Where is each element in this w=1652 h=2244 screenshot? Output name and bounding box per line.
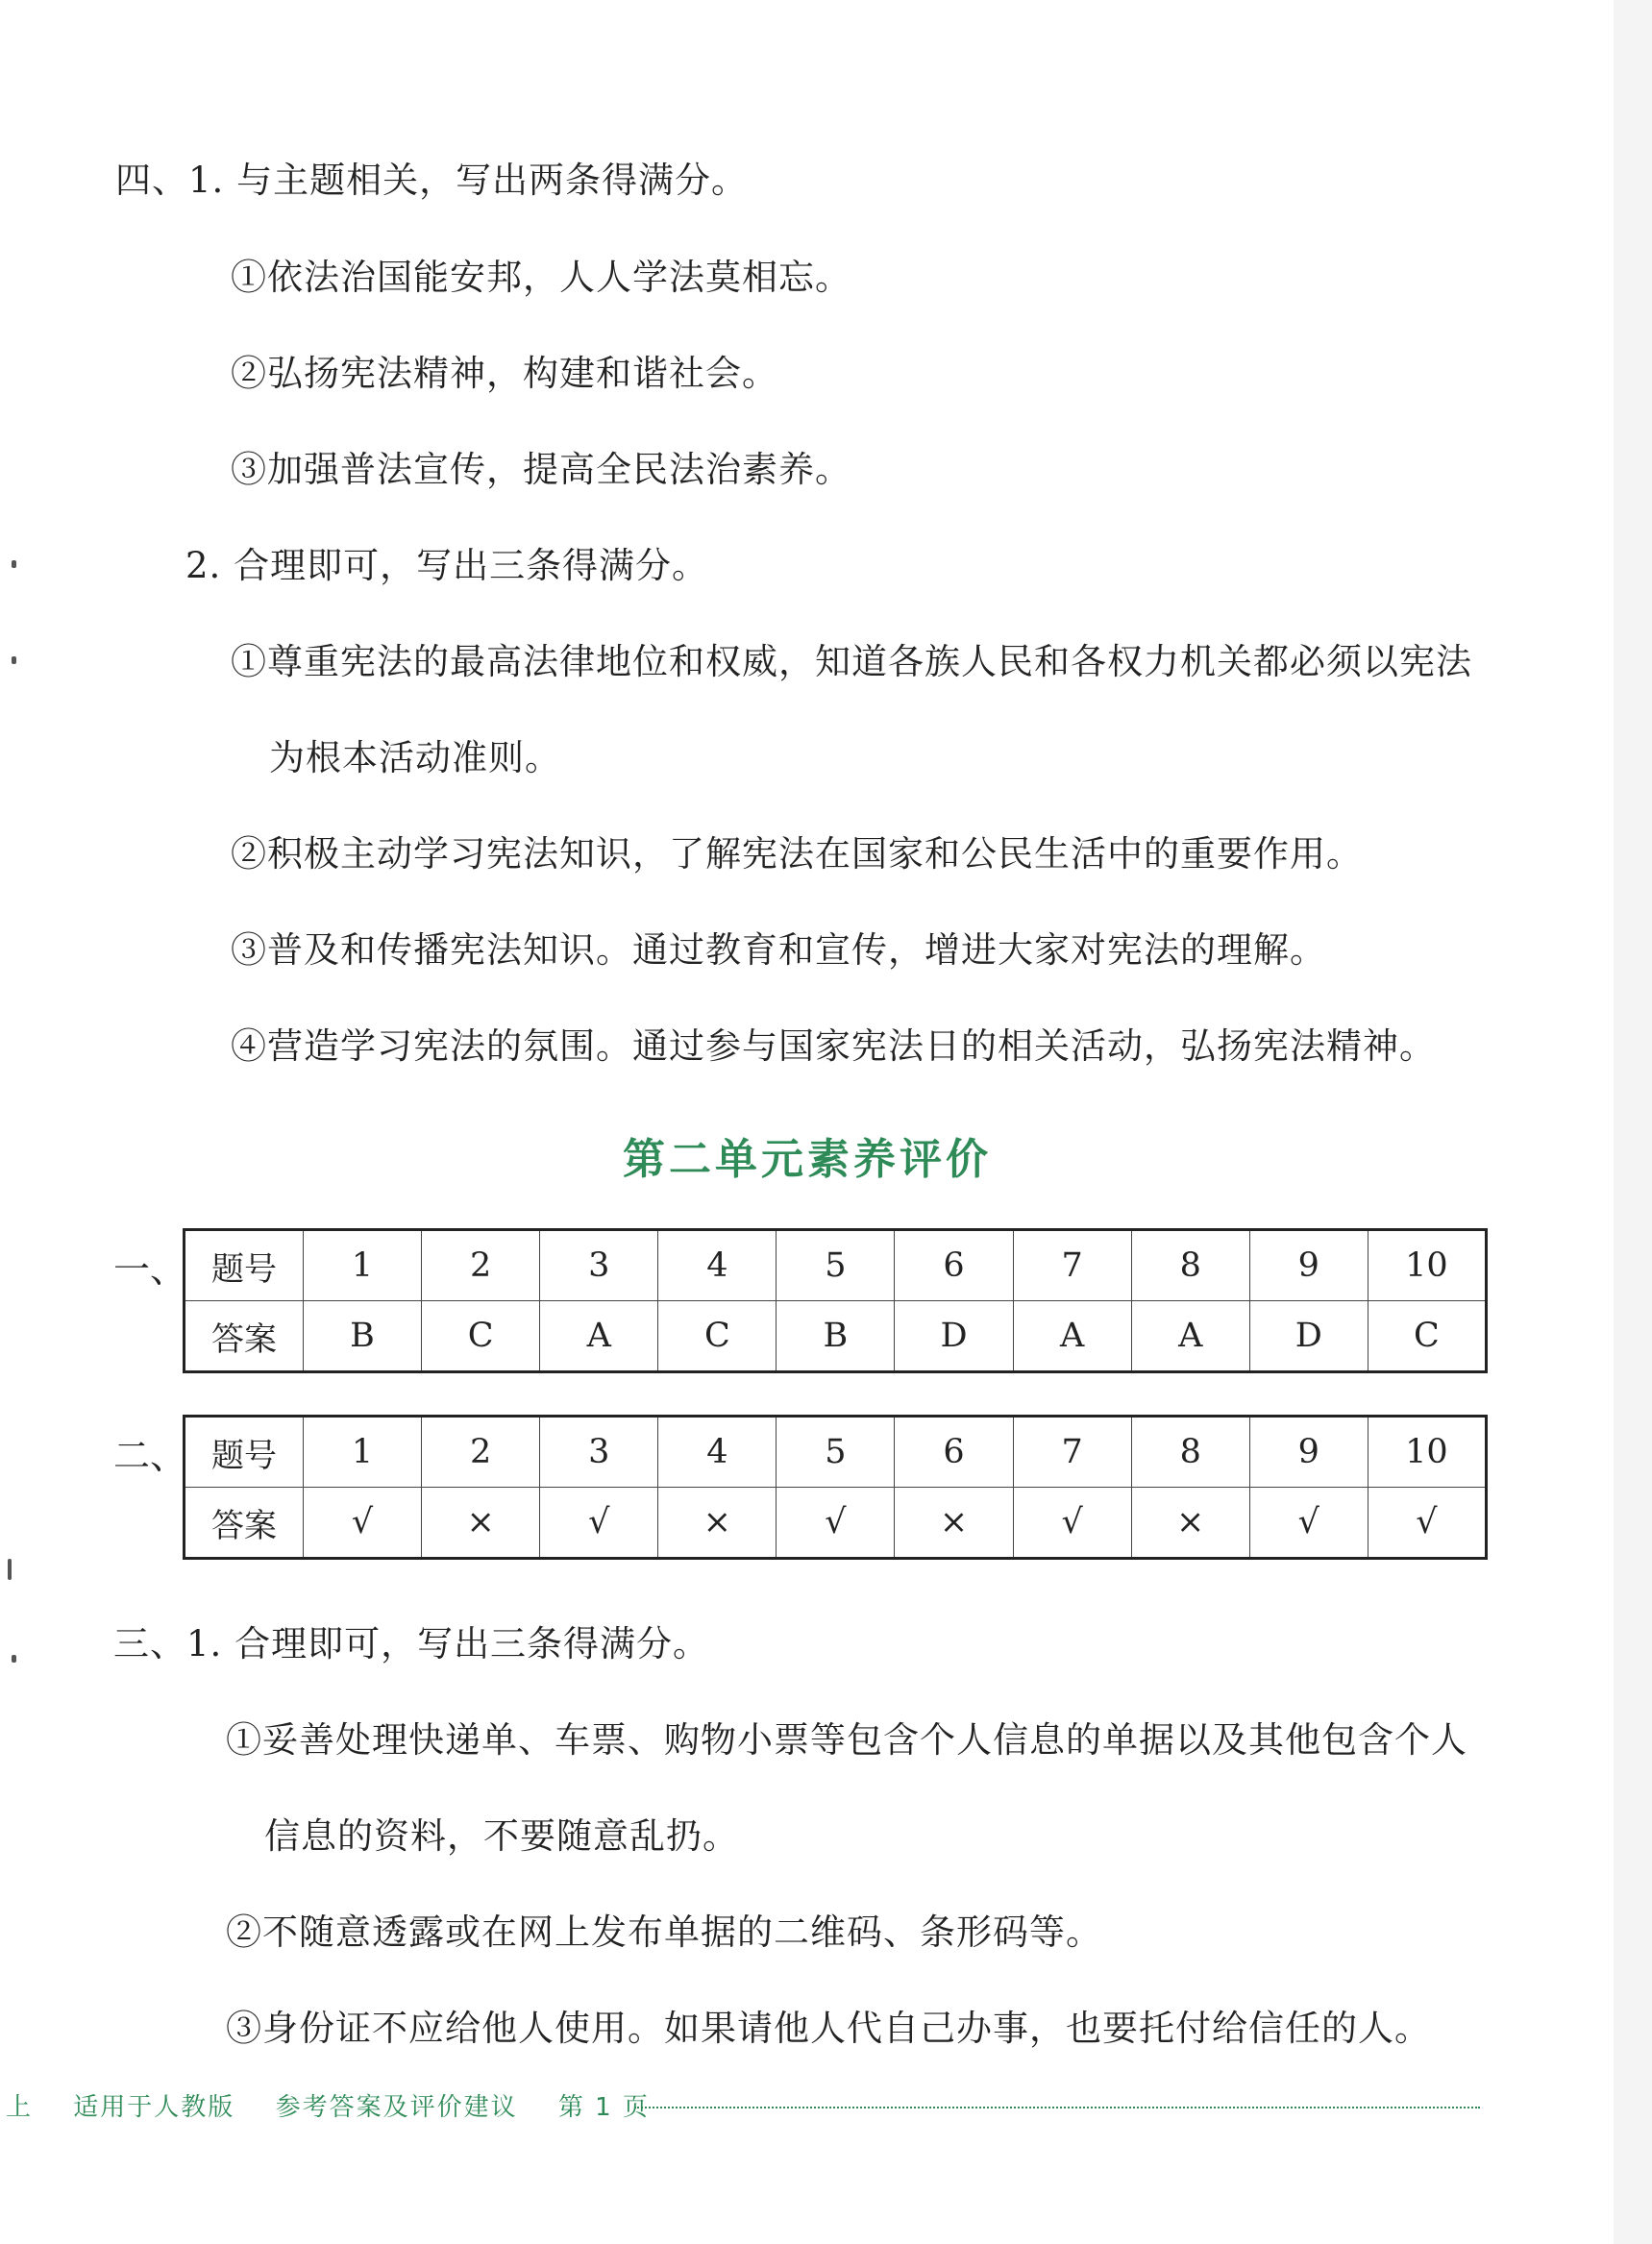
table-cell: 4 (658, 1417, 777, 1488)
table-cell: A (1131, 1301, 1249, 1372)
section3-item-2: ②不随意透露或在网上发布单据的二维码、条形码等。 (226, 1911, 1102, 1953)
table-cell: 5 (777, 1230, 895, 1301)
table-cell: 2 (422, 1230, 540, 1301)
table-header-cell: 答案 (185, 1488, 304, 1559)
table-cell: 3 (540, 1230, 658, 1301)
margin-mark (8, 1559, 12, 1580)
table-row (185, 1488, 1487, 1559)
table-cell: 9 (1249, 1230, 1368, 1301)
table-cell: D (1249, 1301, 1368, 1372)
answer-table-1 (183, 1228, 1488, 1373)
unit-title: 第二单元素养评价 (623, 1135, 992, 1184)
section4-q2-item-3: ③普及和传播宪法知识。通过教育和宣传，增进大家对宪法的理解。 (231, 929, 1326, 971)
footer-page-number: 第 1 页 (557, 2093, 650, 2122)
table-cell: B (777, 1301, 895, 1372)
table-cell: 7 (1013, 1230, 1131, 1301)
table-cell: × (422, 1488, 540, 1559)
table-header-cell: 答案 (185, 1301, 304, 1372)
table-header-cell: 题号 (185, 1230, 304, 1301)
footer-dotted-rule (634, 2107, 1480, 2108)
answer-table-2 (183, 1415, 1488, 1560)
table-row (185, 1417, 1487, 1488)
page-edge-shadow (1614, 0, 1652, 2244)
table-cell: 4 (658, 1230, 777, 1301)
table-cell: A (540, 1301, 658, 1372)
table-cell: × (895, 1488, 1013, 1559)
table-row (185, 1301, 1487, 1372)
section4-q2-heading: 2. 合理即可，写出三条得满分。 (185, 545, 709, 586)
table-header-cell: 题号 (185, 1417, 304, 1488)
section3-item-1: ①妥善处理快递单、车票、购物小票等包含个人信息的单据以及其他包含个人 (226, 1719, 1467, 1761)
table-cell: 6 (895, 1417, 1013, 1488)
footer-side: 上 (6, 2093, 34, 2122)
page-footer (6, 2087, 680, 2123)
table-cell: √ (1368, 1488, 1486, 1559)
table-cell: 1 (304, 1417, 422, 1488)
table-cell: D (895, 1301, 1013, 1372)
section4-q1-item-1: ①依法治国能安邦，人人学法莫相忘。 (231, 257, 851, 298)
table1-label: 一、 (113, 1248, 187, 1291)
table-cell: 2 (422, 1417, 540, 1488)
table2-label: 二、 (113, 1435, 187, 1477)
table-cell: √ (1249, 1488, 1368, 1559)
section4-q1-heading: 四、1. 与主题相关，写出两条得满分。 (115, 160, 749, 201)
table-cell: 3 (540, 1417, 658, 1488)
section4-q1-item-3: ③加强普法宣传，提高全民法治素养。 (231, 449, 851, 490)
table-cell: 8 (1131, 1230, 1249, 1301)
table-cell: 5 (777, 1417, 895, 1488)
table-cell: C (1368, 1301, 1486, 1372)
table-cell: 7 (1013, 1417, 1131, 1488)
table-cell: 8 (1131, 1417, 1249, 1488)
table-cell: A (1013, 1301, 1131, 1372)
table-cell: 6 (895, 1230, 1013, 1301)
table-cell: √ (540, 1488, 658, 1559)
section4-q2-item-1-cont: 为根本活动准则。 (269, 737, 561, 778)
table-cell: 1 (304, 1230, 422, 1301)
section4-q1-item-2: ②弘扬宪法精神，构建和谐社会。 (231, 353, 778, 394)
section4-q2-item-4: ④营造学习宪法的氛围。通过参与国家宪法日的相关活动，弘扬宪法精神。 (231, 1025, 1436, 1067)
table-row (185, 1230, 1487, 1301)
table-cell: × (658, 1488, 777, 1559)
table-cell: 10 (1368, 1230, 1486, 1301)
section4-q2-item-1: ①尊重宪法的最高法律地位和权威，知道各族人民和各权力机关都必须以宪法 (231, 641, 1472, 682)
table-cell: × (1131, 1488, 1249, 1559)
footer-edition: 适用于人教版 (73, 2093, 235, 2122)
table-cell: √ (777, 1488, 895, 1559)
table-cell: 9 (1249, 1417, 1368, 1488)
table-cell: B (304, 1301, 422, 1372)
table-cell: √ (1013, 1488, 1131, 1559)
section4-q2-item-2: ②积极主动学习宪法知识，了解宪法在国家和公民生活中的重要作用。 (231, 833, 1363, 875)
section3-item-3: ③身份证不应给他人使用。如果请他人代自己办事，也要托付给信任的人。 (226, 2008, 1431, 2049)
margin-mark (12, 1655, 16, 1663)
table-cell: √ (304, 1488, 422, 1559)
footer-doc-title: 参考答案及评价建议 (275, 2093, 518, 2122)
table-cell: C (422, 1301, 540, 1372)
section3-item-1-cont: 信息的资料，不要随意乱扔。 (264, 1815, 739, 1857)
section3-q1-heading: 三、1. 合理即可，写出三条得满分。 (113, 1623, 710, 1665)
margin-mark (12, 656, 16, 664)
margin-mark (12, 560, 16, 568)
table-cell: C (658, 1301, 777, 1372)
table-cell: 10 (1368, 1417, 1486, 1488)
